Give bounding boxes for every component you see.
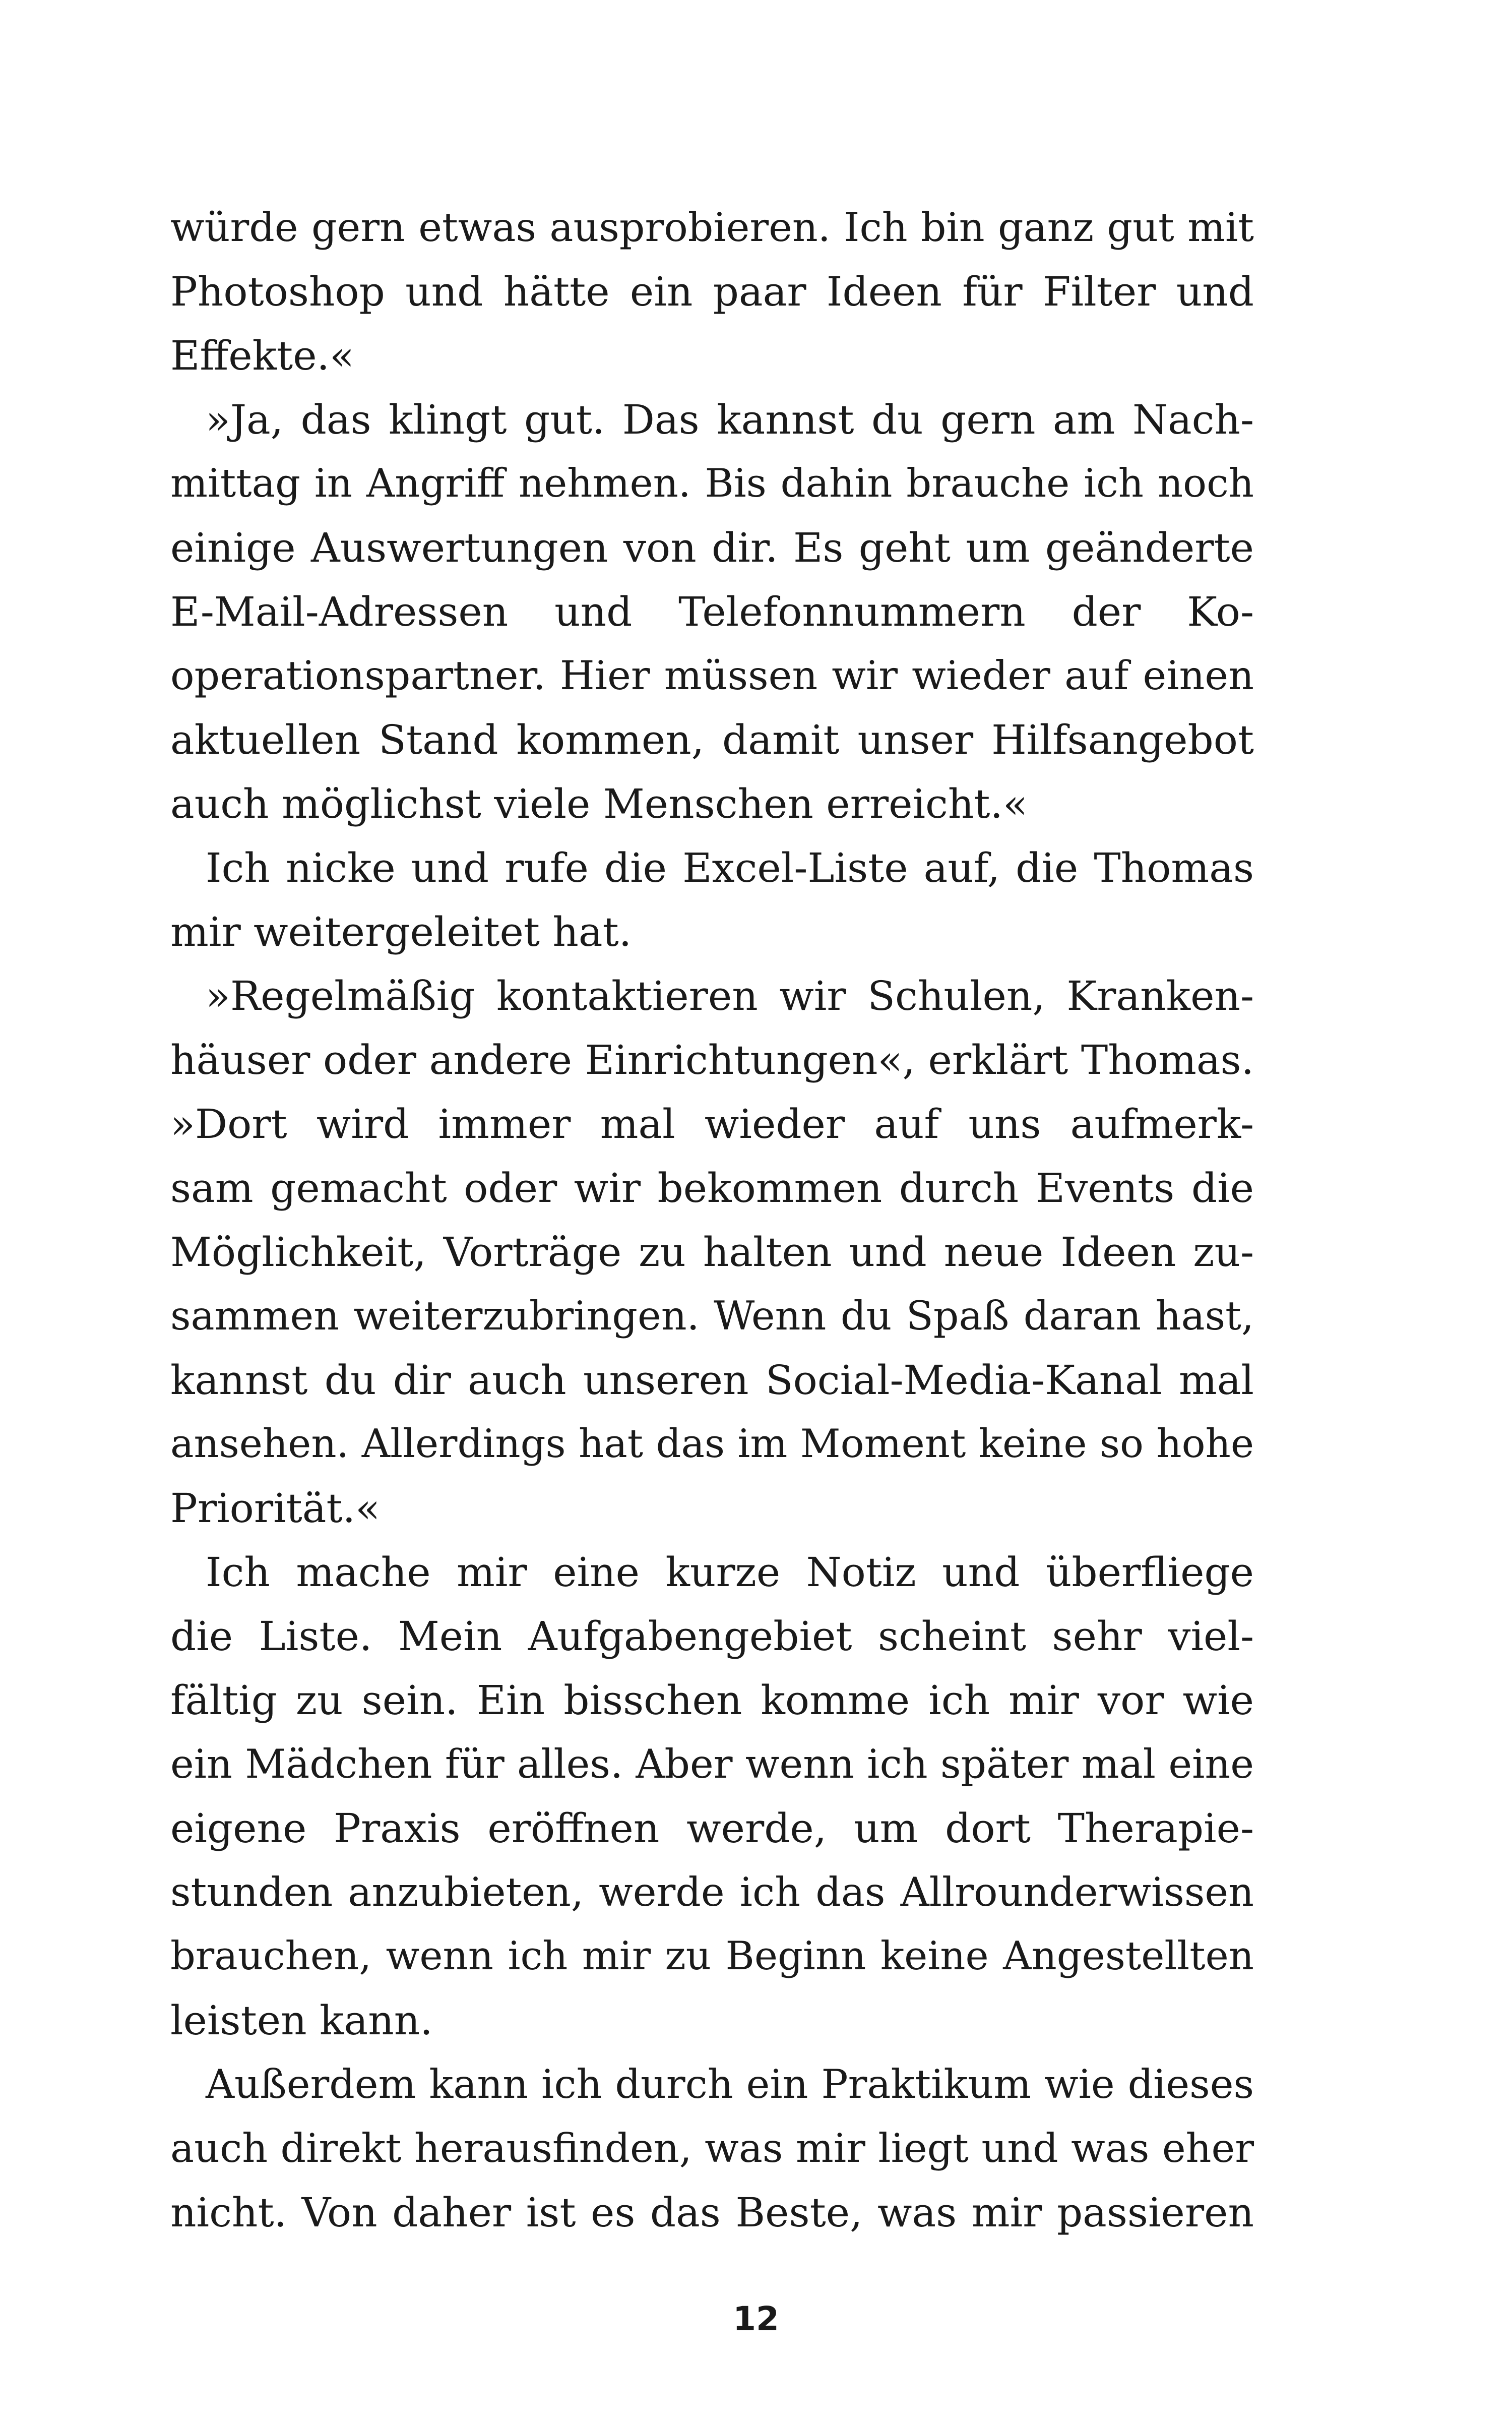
text-line: Priorität.« bbox=[170, 1485, 381, 1532]
paragraph bbox=[170, 2052, 1254, 2245]
text-line: Photoshop und hätte ein paar Ideen für Filter und bbox=[170, 268, 1254, 315]
text-line: stunden anzubieten, werde ich das Allrounderwissen bbox=[170, 1869, 1254, 1915]
text-line: E-Mail-Adressen und Telefonnummern der Ko- bbox=[170, 588, 1254, 635]
text-line: ein Mädchen für alles. Aber wenn ich später mal eine bbox=[170, 1741, 1254, 1787]
paragraph bbox=[170, 388, 1254, 836]
text-line: auch direkt herausfinden, was mir liegt und was eher bbox=[170, 2125, 1254, 2171]
text-line: Möglichkeit, Vorträge zu halten und neue Ideen zu- bbox=[170, 1229, 1254, 1276]
text-line: würde gern etwas ausprobieren. Ich bin ganz gut mit bbox=[170, 204, 1254, 251]
text-line: sammen weiterzubringen. Wenn du Spaß daran hast, bbox=[170, 1293, 1254, 1339]
page-number: 12 bbox=[733, 2300, 779, 2338]
text-line: Ich nicke und rufe die Excel-Liste auf, die Thomas bbox=[206, 844, 1254, 891]
body-text bbox=[170, 196, 1254, 2245]
text-line: operationspartner. Hier müssen wir wieder auf einen bbox=[170, 652, 1254, 699]
text-line: Effekte.« bbox=[170, 332, 354, 379]
paragraph bbox=[170, 196, 1254, 388]
text-line: leisten kann. bbox=[170, 1997, 433, 2044]
text-line: mittag in Angriff nehmen. Bis dahin brauche ich noch bbox=[170, 461, 1254, 506]
text-line: »Ja, das klingt gut. Das kannst du gern am Nach- bbox=[206, 396, 1254, 443]
text-line: eigene Praxis eröffnen werde, um dort Therapie- bbox=[170, 1805, 1254, 1852]
paragraph bbox=[170, 1540, 1254, 2052]
text-line: mir weitergeleitet hat. bbox=[170, 909, 632, 955]
text-line: »Regelmäßig kontaktieren wir Schulen, Kranken- bbox=[206, 973, 1254, 1019]
text-line: Ich mache mir eine kurze Notiz und überfliege bbox=[206, 1549, 1254, 1596]
text-line: kannst du dir auch unseren Social-Media-Kanal mal bbox=[170, 1357, 1254, 1404]
paragraph bbox=[170, 964, 1254, 1540]
paragraph bbox=[170, 836, 1254, 964]
text-line: einige Auswertungen von dir. Es geht um geänderte bbox=[170, 524, 1254, 571]
text-line: auch möglichst viele Menschen erreicht.« bbox=[170, 780, 1028, 827]
text-line: Außerdem kann ich durch ein Praktikum wie dieses bbox=[206, 2061, 1254, 2107]
text-line: fältig zu sein. Ein bisschen komme ich mir vor wie bbox=[170, 1677, 1254, 1724]
text-line: die Liste. Mein Aufgabengebiet scheint sehr viel- bbox=[170, 1613, 1254, 1660]
text-line: »Dort wird immer mal wieder auf uns aufmerk- bbox=[170, 1101, 1254, 1147]
text-line: sam gemacht oder wir bekommen durch Events die bbox=[170, 1165, 1254, 1212]
text-line: ansehen. Allerdings hat das im Moment keine so hohe bbox=[170, 1421, 1254, 1467]
text-line: brauchen, wenn ich mir zu Beginn keine Angestellten bbox=[170, 1933, 1254, 1979]
text-line: häuser oder andere Einrichtungen«, erklärt Thomas. bbox=[170, 1037, 1254, 1083]
text-line: aktuellen Stand kommen, damit unser Hilfsangebot bbox=[170, 716, 1254, 763]
text-line: nicht. Von daher ist es das Beste, was mir passieren bbox=[170, 2189, 1254, 2236]
